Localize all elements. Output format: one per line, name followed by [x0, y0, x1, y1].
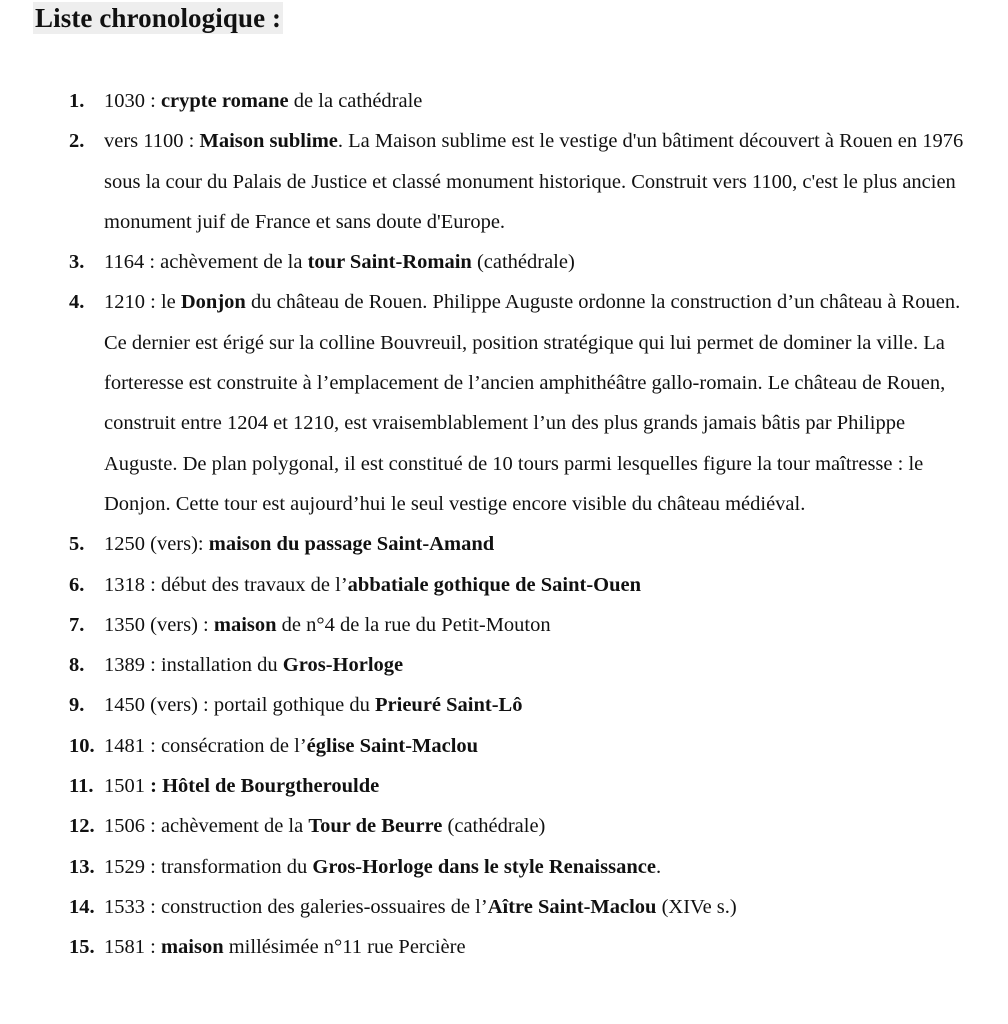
- item-number: 15.: [69, 936, 95, 959]
- item-text: 1533 : construction des galeries-ossuaires de l’: [104, 895, 488, 918]
- list-item: [0, 685, 1008, 725]
- item-text: 1250 (vers):: [104, 533, 209, 556]
- item-highlight: Donjon: [180, 291, 246, 314]
- item-number: 3.: [69, 251, 85, 274]
- list-item: [0, 726, 1008, 766]
- item-text: 1481 : consécration de l’: [104, 734, 307, 757]
- item-number: 11.: [69, 775, 94, 798]
- item-text: millésimée n°11 rue Percière: [223, 936, 466, 959]
- item-number: 6.: [69, 573, 85, 596]
- item-number: 10.: [69, 734, 95, 757]
- item-text: 1030 :: [104, 90, 161, 112]
- item-highlight: tour Saint-Romain: [307, 251, 472, 274]
- item-text: vers 1100 :: [104, 130, 200, 153]
- item-highlight: Prieuré Saint-Lô: [375, 694, 523, 717]
- item-text: 1164 : achèvement de la: [104, 251, 308, 274]
- list-item: [0, 847, 1008, 887]
- item-number: 2.: [69, 130, 85, 153]
- item-text: 1318 : début des travaux de l’: [104, 573, 348, 596]
- item-highlight: maison: [213, 613, 277, 636]
- item-text: (cathédrale): [471, 251, 575, 274]
- item-highlight: Gros-Horloge: [282, 654, 404, 677]
- item-highlight: : Hôtel de Bourgtheroulde: [150, 775, 380, 798]
- item-number: 8.: [69, 654, 85, 677]
- item-text: 1506 : achèvement de la: [104, 815, 309, 838]
- item-text: du château de Rouen. Philippe Auguste ordonne la construction d’un château à Rouen. Ce dernier est érigé sur la colline Bouvreuil, position stratégique qui lui permet de dominer la ville. La forteresse est construite à l’emplacement de l’ancien amphithéâtre gallo-romain. Le château de Rouen, construit entre 1204 et 1210, est vraisemblablement l’un des plus grands jamais bâtis par Philippe Auguste. De plan polygonal, il est constitué de 10 tours parmi lesquelles figure la tour maîtresse : le Donjon. Cette tour est aujourd’hui le seul vestige encore visible du château médiéval.: [104, 291, 961, 515]
- list-item: [0, 766, 1008, 806]
- item-number: 9.: [69, 694, 85, 717]
- item-highlight: abbatiale gothique de Saint-Ouen: [347, 573, 641, 596]
- item-number: 14.: [69, 895, 95, 918]
- item-highlight: Gros-Horloge dans le style Renaissance: [312, 855, 656, 878]
- list-item: [0, 645, 1008, 685]
- item-text: 1581 :: [104, 936, 161, 959]
- list-item: [0, 806, 1008, 846]
- item-text: .: [655, 855, 662, 878]
- page-heading: Liste chronologique :: [35, 3, 282, 33]
- item-text: de la cathédrale: [288, 90, 423, 112]
- list-item: [0, 565, 1008, 605]
- item-text: 1501: [104, 775, 151, 798]
- item-highlight: crypte romane: [160, 90, 289, 112]
- list-item: [0, 81, 1008, 121]
- item-highlight: Tour de Beurre: [308, 815, 443, 838]
- item-number: 5.: [69, 533, 85, 556]
- item-highlight: Maison sublime: [199, 130, 338, 153]
- item-text: 1529 : transformation du: [104, 855, 313, 878]
- item-text: (cathédrale): [442, 815, 546, 838]
- list-item: [0, 524, 1008, 564]
- item-highlight: église Saint-Maclou: [306, 734, 479, 757]
- list-item: [0, 242, 1008, 282]
- item-highlight: maison: [160, 936, 224, 959]
- chronological-list: [0, 81, 1008, 968]
- item-number: 7.: [69, 613, 85, 636]
- list-item: [0, 282, 1008, 524]
- list-item: [0, 121, 1008, 242]
- item-number: 4.: [69, 291, 85, 314]
- item-highlight: maison du passage Saint-Amand: [208, 533, 495, 556]
- item-text: 1450 (vers) : portail gothique du: [104, 694, 376, 717]
- item-text: de n°4 de la rue du Petit-Mouton: [276, 613, 551, 636]
- item-highlight: Aître Saint-Maclou: [487, 895, 657, 918]
- item-text: 1389 : installation du: [104, 654, 283, 677]
- item-text: (XIVe s.): [656, 895, 737, 918]
- item-text: . La Maison sublime est le vestige d'un bâtiment découvert à Rouen en 1976 sous la cour du Palais de Justice et classé monument historique. Construit vers 1100, c'est le plus ancien monument juif de France et sans doute d'Europe.: [104, 130, 964, 233]
- list-item: [0, 927, 1008, 967]
- item-number: 1.: [69, 90, 85, 112]
- list-item: [0, 887, 1008, 927]
- list-item: [0, 605, 1008, 645]
- item-text: 1350 (vers) :: [104, 613, 214, 636]
- item-number: 13.: [69, 855, 95, 878]
- item-number: 12.: [69, 815, 95, 838]
- item-text: 1210 : le: [104, 291, 181, 314]
